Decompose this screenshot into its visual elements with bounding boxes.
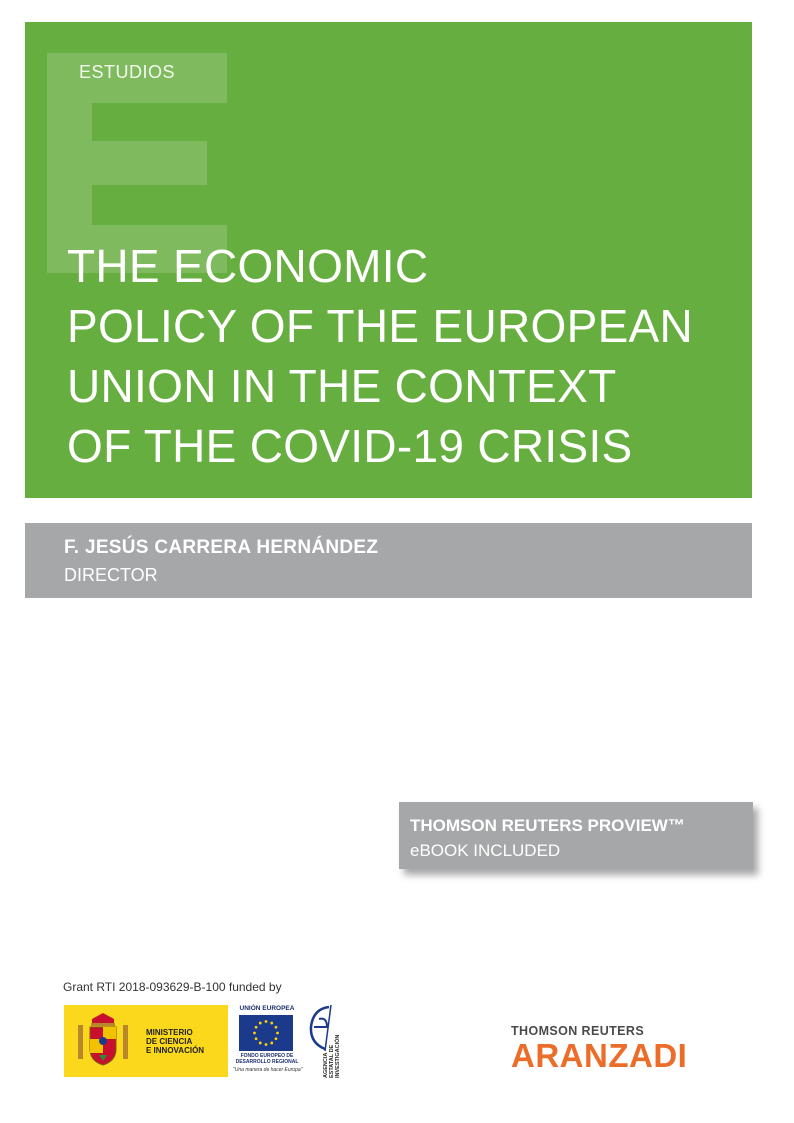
eu-title: UNIÓN EUROPEA [239,1005,295,1012]
agency-line: AGENCIA [323,1052,329,1078]
cover-title-panel [25,22,752,498]
ministry-name [146,1028,204,1055]
title-line: THE ECONOMIC [67,240,429,292]
eu-fund-name [233,1053,301,1065]
eu-fund-line: FONDO EUROPEO DE [240,1053,294,1059]
agency-logo [305,1003,363,1081]
eu-flag-icon [239,1015,293,1051]
spain-coat-of-arms-icon [74,1011,132,1071]
publisher-brand: ARANZADI [511,1037,688,1074]
eu-logo [233,1005,301,1077]
book-title [67,236,747,476]
author-band [25,523,752,598]
author-role: DIRECTOR [64,565,158,585]
agency-line: ESTATAL DE [329,1044,335,1078]
proview-subtitle: eBOOK INCLUDED [410,841,561,860]
title-line: UNION IN THE CONTEXT [67,360,617,412]
series-label: ESTUDIOS [79,62,176,82]
eu-motto: "Una manera de hacer Europa" [233,1067,303,1073]
title-line: OF THE COVID-19 CRISIS [67,420,633,472]
publisher-top-line: THOMSON REUTERS [511,1024,645,1038]
ministry-line: DE CIENCIA [146,1037,193,1046]
grant-text: Grant RTI 2018-093629-B-100 funded by [63,980,282,994]
agency-line: INVESTIGACIÓN [335,1034,341,1078]
agency-name [323,1035,341,1078]
title-line: POLICY OF THE EUROPEAN [67,300,694,352]
ministry-line: E INNOVACIÓN [146,1046,205,1055]
ministry-line: MINISTERIO [146,1028,193,1037]
publisher-logo [511,1024,687,1074]
proview-name: THOMSON REUTERS PROVIEW™ [410,816,685,835]
eu-fund-line: DESARROLLO REGIONAL [235,1059,299,1065]
author-name: F. JESÚS CARRERA HERNÁNDEZ [64,537,379,558]
proview-badge [399,802,753,869]
ministry-logo [64,1005,228,1077]
